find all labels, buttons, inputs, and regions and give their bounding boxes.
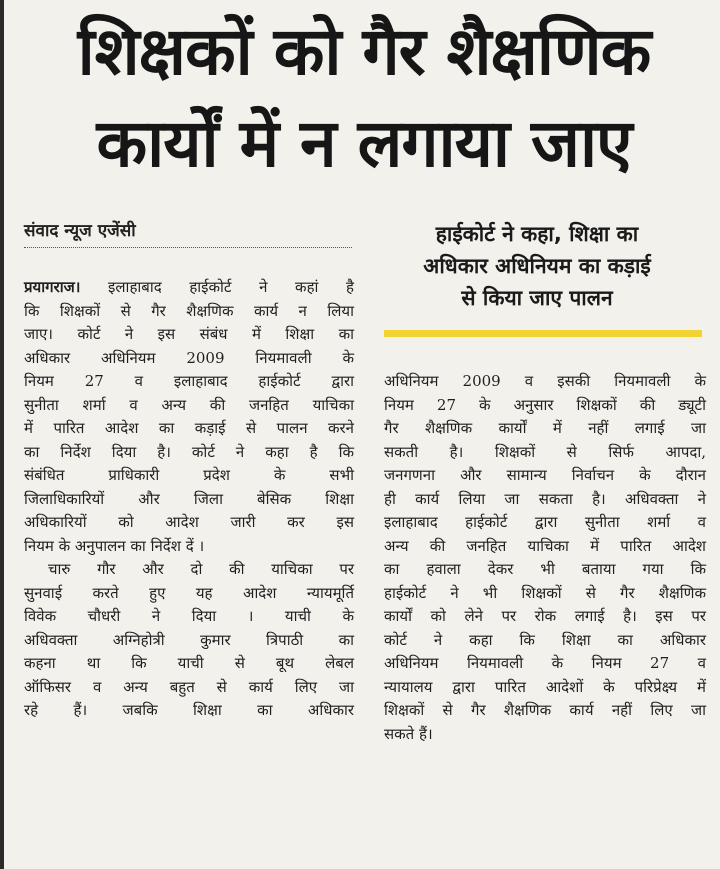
article-line: प्रयागराज। इलाहाबाद हाईकोर्ट ने कहां है: [24, 278, 354, 296]
article-line: शिक्षकों से गैर शैक्षणिक कार्य नहीं लिए जा: [384, 701, 706, 719]
article-line: सकती है। शिक्षकों से सिर्फ आपदा,: [384, 442, 706, 461]
article-line: अधिवक्ता अग्निहोत्री कुमार त्रिपाठी का: [24, 630, 354, 649]
article-line: नियम 27 व इलाहाबाद हाईकोर्ट द्वारा: [24, 372, 354, 390]
article-line: सुनीता शर्मा व अन्य की जनहित याचिका: [24, 395, 354, 414]
subhead-line-1: हाईकोर्ट ने कहा, शिक्षा का: [435, 222, 639, 246]
article-line: न्यायालय द्वारा पारित आदेशों के परिप्रेक्ष्य में: [384, 677, 706, 696]
article-line: में पारित आदेश का कड़ाई से पालन करने: [24, 419, 354, 437]
article-line: सुनवाई करते हुए यह आदेश न्यायमूर्ति: [24, 583, 354, 602]
article-line: अधिनियम 2009 व इसकी नियमावली के: [384, 372, 706, 390]
article-line: कार्यों को लेने पर रोक लगाई है। इस पर: [384, 607, 706, 625]
article-line: कहना था कि याची से बूथ लेबल: [24, 654, 354, 672]
headline: [14, 6, 714, 190]
article-line: विवेक चौधरी ने दिया । याची के: [24, 607, 354, 625]
article-line: अधिकारियों को आदेश जारी कर इस: [24, 513, 354, 531]
article-line: अधिकार अधिनियम 2009 नियमावली के: [24, 348, 354, 367]
article-line: जिलाधिकारियों और जिला बेसिक शिक्षा: [24, 489, 354, 508]
left-border-rule: [0, 0, 4, 869]
article-line: ऑफिसर व अन्य बहुत से कार्य लिए जा: [24, 677, 354, 696]
subhead-line-2: अधिकार अधिनियम का कड़ाई: [423, 254, 651, 278]
dateline: प्रयागराज।: [24, 278, 81, 296]
article-line: अधिनियम नियमावली के नियम 27 व: [384, 654, 706, 672]
article-line: गैर शैक्षणिक कार्यों में नहीं लगाई जा: [384, 419, 706, 437]
article-line: नियम के अनुपालन का निर्देश दें ।: [24, 536, 205, 555]
article-line: अन्य की जनहित याचिका में पारित आदेश: [384, 536, 706, 555]
article-line: का निर्देश दिया है। कोर्ट ने कहा है कि: [24, 442, 354, 461]
article-line: सकते हैं।: [384, 724, 433, 743]
subheadline: [378, 218, 696, 314]
accent-bar: [384, 330, 702, 337]
byline: संवाद न्यूज एजेंसी: [24, 221, 136, 241]
article-column-right: [384, 370, 706, 746]
article-line: चारु गौर और दो की याचिका पर: [48, 560, 354, 578]
article-line: कोर्ट ने कहा कि शिक्षा का अधिकार: [384, 630, 706, 649]
article-line: कि शिक्षकों से गैर शैक्षणिक कार्य न लिया: [24, 301, 354, 320]
headline-line-1: शिक्षकों को गैर शैक्षणिक: [77, 13, 651, 90]
headline-line-2: कार्यों में न लगाया जाए: [96, 105, 632, 182]
article-line: ही कार्य लिया जा सकता है। अधिवक्ता ने: [384, 489, 706, 508]
article-line: जाए। कोर्ट ने इस संबंध में शिक्षा का: [24, 325, 354, 343]
article-line: नियम 27 के अनुसार शिक्षकों की ड्यूटी: [384, 395, 706, 414]
subhead-line-3: से किया जाए पालन: [461, 286, 613, 310]
article-column-left: [24, 276, 354, 723]
byline-divider: [24, 247, 352, 248]
article-line: संबंधित प्राधिकारी प्रदेश के सभी: [24, 466, 354, 484]
article-line: रहे हैं। जबकि शिक्षा का अधिकार: [24, 701, 354, 719]
article-line: इलाहाबाद हाईकोर्ट द्वारा सुनीता शर्मा व: [384, 513, 706, 531]
article-line: हाईकोर्ट ने भी शिक्षकों से गैर शैक्षणिक: [384, 583, 706, 602]
article-line: जनगणना और सामान्य निर्वाचन के दौरान: [384, 466, 706, 484]
article-line: का हवाला देकर भी बताया गया कि: [384, 560, 706, 578]
